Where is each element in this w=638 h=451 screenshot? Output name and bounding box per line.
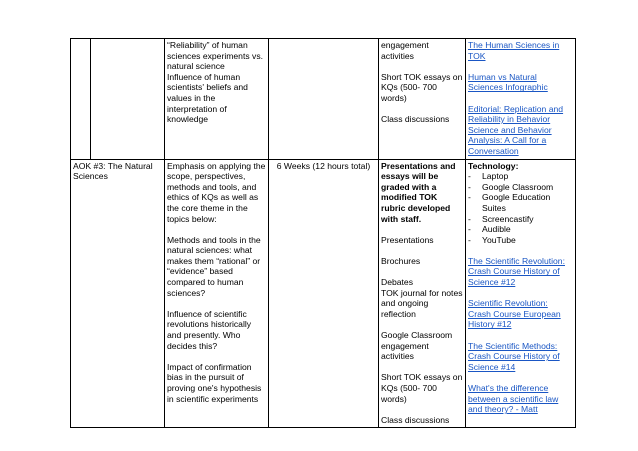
assessment-item: Class discussions <box>381 414 450 425</box>
duration-cell <box>269 159 379 428</box>
list-item: - Laptop <box>468 171 573 182</box>
aok-cell <box>71 159 165 428</box>
resource-link-editorial[interactable]: Editorial: Replication and Reliability in Behavior Science and Behavior Analysis: A Call for a Conversation <box>468 103 564 156</box>
list-item: - YouTube <box>468 235 573 246</box>
table-row <box>71 159 576 428</box>
resource-link-sci-methods[interactable]: The Scientific Methods: Crash Course History of Science #14 <box>468 340 560 372</box>
assessment-item: Debates <box>381 277 414 288</box>
assessment-cell <box>379 159 466 428</box>
resource-link-law-vs-theory[interactable]: What's the difference between a scientific law and theory? - Matt <box>468 383 559 415</box>
resource-link-sci-revolution-history[interactable]: The Scientific Revolution: Crash Course History of Science #12 <box>468 255 565 288</box>
resources-cell <box>466 159 576 428</box>
emphasis-text: Influence of scientific revolutions historically and presently. Who decides this? <box>167 308 252 351</box>
assessment-cell <box>379 39 466 160</box>
technology-heading: Technology: <box>468 160 519 171</box>
resource-link-human-sciences[interactable]: The Human Sciences in TOK <box>468 40 560 61</box>
assessment-item: Presentations <box>381 234 434 245</box>
list-item: - Screencastify <box>468 214 573 225</box>
assessment-item: Brochures <box>381 255 421 266</box>
list-item: - Google Education Suites <box>468 192 573 213</box>
curriculum-table <box>70 38 576 428</box>
duration-cell <box>269 39 379 160</box>
assessment-heading: Presentations and essays will be graded with a modified TOK rubric developed with staff. <box>381 160 456 224</box>
resource-link-sci-revolution-european[interactable]: Scientific Revolution: Crash Course European History #12 <box>468 298 561 330</box>
emphasis-text: Methods and tools in the natural sciences: what makes them “rational” or “evidence” based compared to human sciences? <box>167 234 261 298</box>
emphasis-text: Emphasis on applying the scope, perspectives, methods and tools, and ethics of KQs as well as the core theme in the topics below: <box>167 160 266 224</box>
list-item: - Google Classroom <box>468 182 573 193</box>
assessment-item: Google Classroom engagement activities <box>381 330 453 362</box>
assessment-item: engagement activities <box>381 40 429 61</box>
emphasis-cell <box>165 39 269 160</box>
list-item: - Audible <box>468 224 573 235</box>
emphasis-text: “Reliability” of human sciences experiments vs. natural science Influence of human scientists' beliefs and values in the interpretation of knowledge <box>167 40 263 125</box>
cell-empty-2 <box>91 39 165 160</box>
technology-list <box>468 171 573 245</box>
resource-link-infographic[interactable]: Human vs Natural Sciences Infographic <box>468 71 548 93</box>
cell-empty-1 <box>71 39 91 160</box>
assessment-item: Short TOK essays on KQs (500- 700 words) <box>381 71 463 103</box>
emphasis-text: Impact of confirmation bias in the pursuit of proving one's hypothesis in scientific experiments <box>167 361 262 404</box>
aok-title: AOK #3: The Natural Sciences <box>73 160 153 182</box>
assessment-item: TOK journal for notes and ongoing reflection <box>381 287 463 319</box>
duration-text: 6 Weeks (12 hours total) <box>276 160 371 171</box>
assessment-item: Short TOK essays on KQs (500- 700 words) <box>381 372 463 404</box>
table-row <box>71 39 576 160</box>
resources-cell <box>466 39 576 160</box>
assessment-item: Class discussions <box>381 114 450 125</box>
emphasis-cell <box>165 159 269 428</box>
